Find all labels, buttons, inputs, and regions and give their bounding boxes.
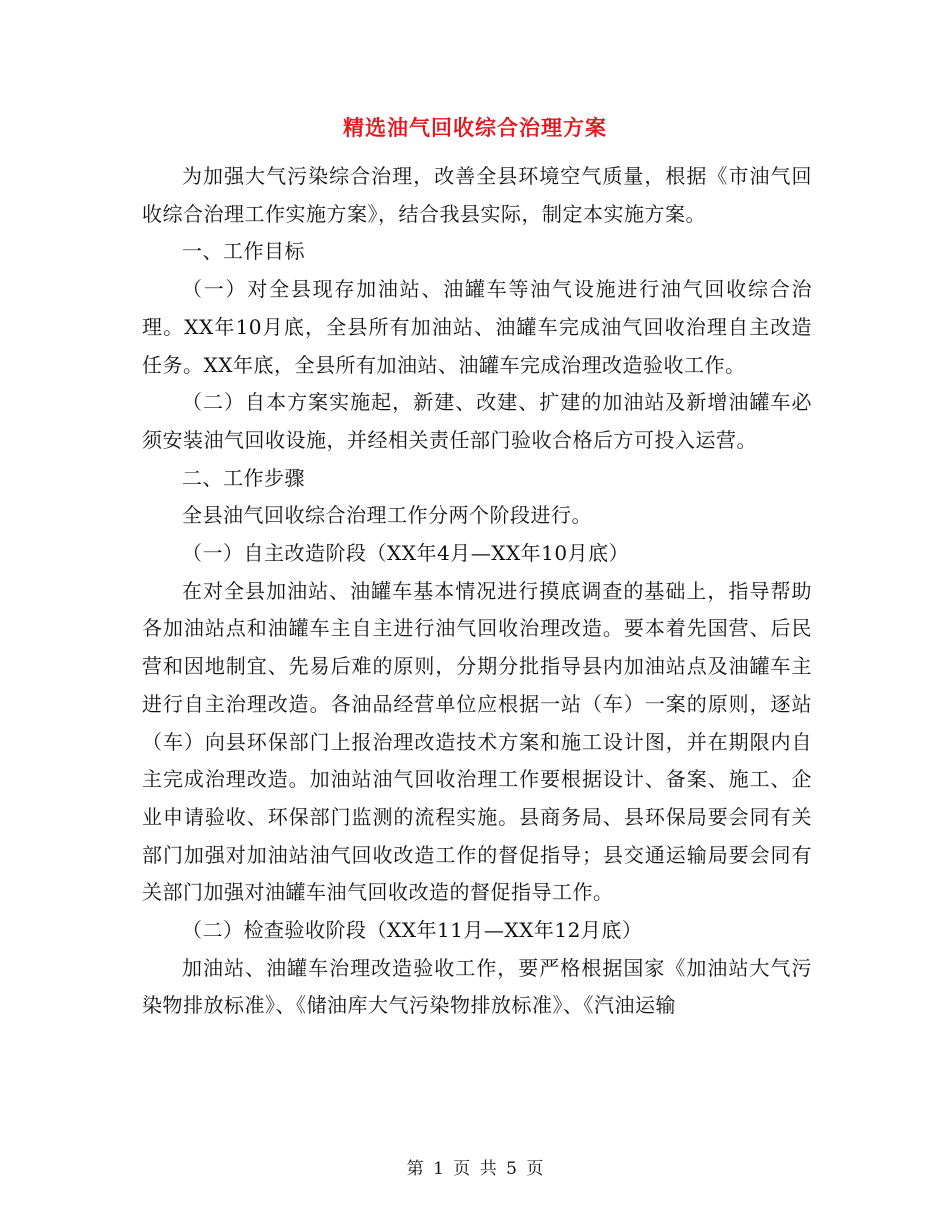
subheading-stage-1: （一）自主改造阶段（XX年4月—XX年10月底） xyxy=(182,541,630,566)
paragraph-stage-2: 加油站、油罐车治理改造验收工作，要严格根据国家《加油站大气污染物排放标准》、《储油库大气污染物排放标准》、《汽油运输 xyxy=(142,955,812,1018)
section-heading-goals: 一、工作目标 xyxy=(182,239,305,264)
section-heading-steps: 二、工作步骤 xyxy=(182,465,305,490)
paragraph-goal-2: （二）自本方案实施起，新建、改建、扩建的加油站及新增油罐车必须安装油气回收设施，并经相关责任部门验收合格后方可投入运营。 xyxy=(142,390,812,452)
paragraph-intro: 为加强大气污染综合治理，改善全县环境空气质量，根据《市油气回收综合治理工作实施方案》，结合我县实际，制定本实施方案。 xyxy=(142,164,812,226)
subheading-stage-2: （二）检查验收阶段（XX年11月—XX年12月底） xyxy=(182,918,643,943)
paragraph-stage-1: 在对全县加油站、油罐车基本情况进行摸底调查的基础上，指导帮助各加油站点和油罐车主自主进行油气回收治理改造。要本着先国营、后民营和因地制宜、先易后难的原则，分期分批指导县内加油站点及油罐车主进行自主治理改造。各油品经营单位应根据一站（车）一案的原则，逐站（车）向县环保部门上报治理改造技术方案和施工设计图，并在期限内自主完成治理改造。加油站油气回收治理工作要根据设计、备案、施工、企业申请验收、环保部门监测的流程实施。县商务局、县环保局要会同有关部门加强对加油站油气回收改造工作的督促指导；县交通运输局要会同有关部门加强对油罐车油气回收改造的督促指导工作。 xyxy=(142,578,812,905)
page-footer: 第 1 页 共 5 页 xyxy=(406,1159,544,1179)
document-body xyxy=(142,158,812,1025)
document-title: 精选油气回收综合治理方案 xyxy=(343,115,607,140)
paragraph-steps-intro: 全县油气回收综合治理工作分两个阶段进行。 xyxy=(182,503,592,528)
paragraph-goal-1: （一）对全县现存加油站、油罐车等油气设施进行油气回收综合治理。XX年10月底，全县所有加油站、油罐车完成油气回收治理自主改造任务。XX年底，全县所有加油站、油罐车完成治理改造验收工作。 xyxy=(142,277,812,377)
